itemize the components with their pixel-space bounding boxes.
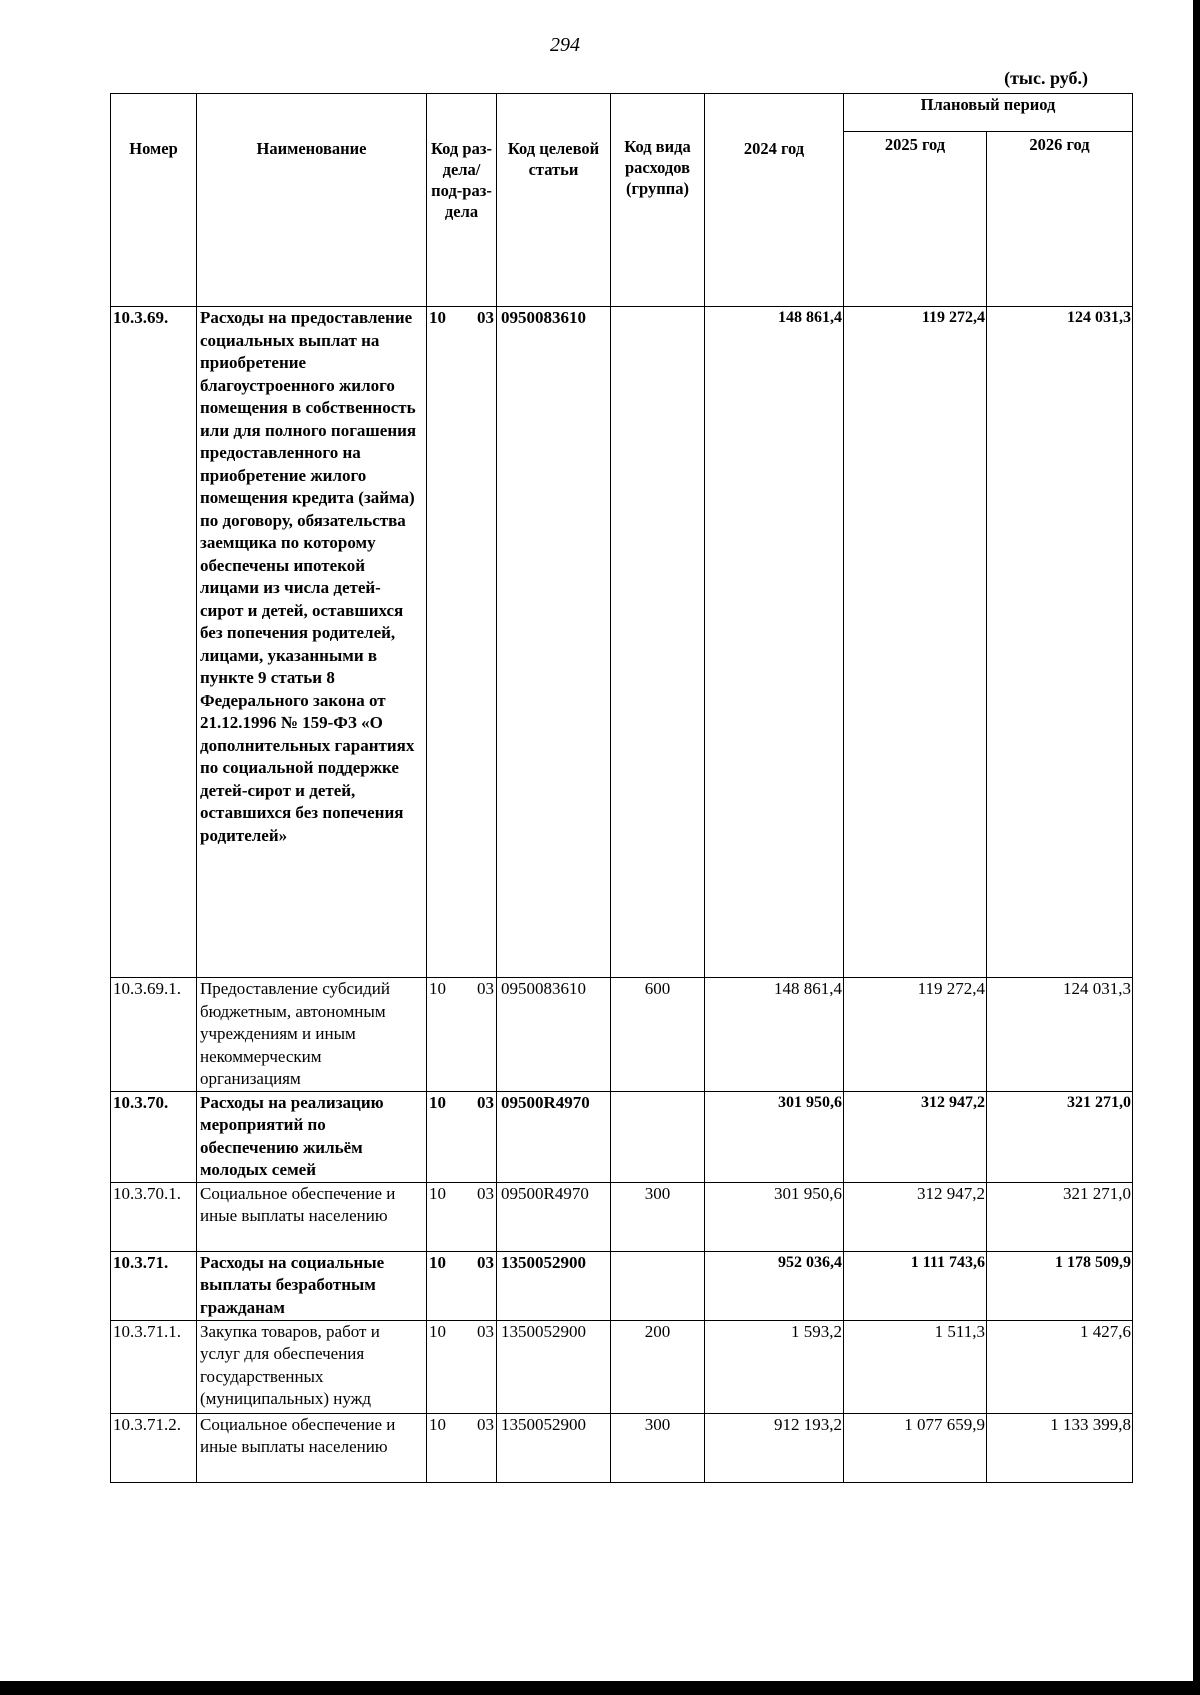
row-section bbox=[427, 1182, 497, 1251]
row-2026: 1 427,6 bbox=[987, 1320, 1133, 1413]
header-name: Наименование bbox=[197, 94, 427, 307]
row-2026: 321 271,0 bbox=[987, 1182, 1133, 1251]
table-row bbox=[111, 1413, 1133, 1482]
row-name: Расходы на социальные выплаты безработным гражданам bbox=[197, 1251, 427, 1320]
row-2024: 912 193,2 bbox=[705, 1413, 844, 1482]
row-2024: 148 861,4 bbox=[705, 307, 844, 978]
row-section bbox=[427, 978, 497, 1092]
row-kind bbox=[611, 1251, 705, 1320]
row-kind: 200 bbox=[611, 1320, 705, 1413]
row-target: 1350052900 bbox=[497, 1251, 611, 1320]
row-section bbox=[427, 1091, 497, 1182]
scan-edge-bottom bbox=[0, 1681, 1200, 1695]
row-section bbox=[427, 307, 497, 978]
subsection-code: 03 bbox=[477, 1252, 494, 1272]
row-kind: 300 bbox=[611, 1413, 705, 1482]
header-number: Номер bbox=[111, 94, 197, 307]
row-section bbox=[427, 1320, 497, 1413]
row-name: Предоставление субсидий бюджетным, автономным учреждениям и иным некоммерческим организациям bbox=[197, 978, 427, 1092]
row-number: 10.3.69.1. bbox=[111, 978, 197, 1092]
section-code: 10 bbox=[429, 1092, 446, 1112]
row-2026: 1 133 399,8 bbox=[987, 1413, 1133, 1482]
row-number: 10.3.70.1. bbox=[111, 1182, 197, 1251]
row-kind: 300 bbox=[611, 1182, 705, 1251]
row-2025: 119 272,4 bbox=[844, 978, 987, 1092]
row-name: Расходы на реализацию мероприятий по обеспечению жильём молодых семей bbox=[197, 1091, 427, 1182]
row-2024: 301 950,6 bbox=[705, 1091, 844, 1182]
header-section: Код раз-дела/ под-раз-дела bbox=[427, 94, 497, 307]
row-target: 09500R4970 bbox=[497, 1091, 611, 1182]
section-code: 10 bbox=[429, 1414, 446, 1434]
row-name: Социальное обеспечение и иные выплаты населению bbox=[197, 1413, 427, 1482]
row-2026: 124 031,3 bbox=[987, 978, 1133, 1092]
row-2026: 124 031,3 bbox=[987, 307, 1133, 978]
subsection-code: 03 bbox=[477, 979, 494, 998]
row-section bbox=[427, 1251, 497, 1320]
header-2024: 2024 год bbox=[705, 94, 844, 307]
subsection-code: 03 bbox=[477, 1092, 494, 1112]
subsection-code: 03 bbox=[477, 1183, 494, 1203]
table-row bbox=[111, 307, 1133, 978]
header-row bbox=[111, 94, 1133, 132]
table-row bbox=[111, 1251, 1133, 1320]
row-number: 10.3.69. bbox=[111, 307, 197, 978]
row-name: Расходы на предоставление социальных выплат на приобретение благоустроенного жилого помещения в собственность или для полного погашения предоставленного на приобретение жилого помещения кредита (займа) по договору, обязательства заемщика по которому обеспечены ипотекой лицами из числа детей-сирот и детей, оставшихся без попечения родителей, лицами, указанными в пункте 9 статьи 8 Федерального закона от 21.12.1996 № 159-ФЗ «О дополнительных гарантиях по социальной поддержке детей-сирот и детей, оставшихся без попечения родителей» bbox=[197, 307, 427, 978]
row-target: 09500R4970 bbox=[497, 1182, 611, 1251]
row-2026: 321 271,0 bbox=[987, 1091, 1133, 1182]
row-kind bbox=[611, 307, 705, 978]
header-2025: 2025 год bbox=[844, 131, 987, 306]
row-number: 10.3.70. bbox=[111, 1091, 197, 1182]
header-kind: Код вида расходов (группа) bbox=[611, 94, 705, 307]
row-number: 10.3.71.2. bbox=[111, 1413, 197, 1482]
scan-edge-right bbox=[1193, 0, 1200, 1695]
row-kind bbox=[611, 1091, 705, 1182]
row-2025: 1 077 659,9 bbox=[844, 1413, 987, 1482]
row-target: 0950083610 bbox=[497, 978, 611, 1092]
header-planned-period: Плановый период bbox=[844, 94, 1133, 132]
section-code: 10 bbox=[429, 979, 446, 998]
row-2024: 952 036,4 bbox=[705, 1251, 844, 1320]
units-label: (тыс. руб.) bbox=[1004, 68, 1088, 88]
header-2026: 2026 год bbox=[987, 131, 1133, 306]
table-row bbox=[111, 1182, 1133, 1251]
table-row bbox=[111, 1320, 1133, 1413]
row-2025: 119 272,4 bbox=[844, 307, 987, 978]
row-2024: 301 950,6 bbox=[705, 1182, 844, 1251]
row-2025: 312 947,2 bbox=[844, 1182, 987, 1251]
row-name: Закупка товаров, работ и услуг для обеспечения государственных (муниципальных) нужд bbox=[197, 1320, 427, 1413]
table-row bbox=[111, 978, 1133, 1092]
row-2024: 148 861,4 bbox=[705, 978, 844, 1092]
row-2025: 312 947,2 bbox=[844, 1091, 987, 1182]
row-kind: 600 bbox=[611, 978, 705, 1092]
row-target: 1350052900 bbox=[497, 1413, 611, 1482]
table-row bbox=[111, 1091, 1133, 1182]
row-2025: 1 511,3 bbox=[844, 1320, 987, 1413]
subsection-code: 03 bbox=[477, 1414, 494, 1434]
subsection-code: 03 bbox=[477, 308, 494, 327]
row-target: 1350052900 bbox=[497, 1320, 611, 1413]
row-number: 10.3.71. bbox=[111, 1251, 197, 1320]
section-code: 10 bbox=[429, 308, 446, 327]
section-code: 10 bbox=[429, 1252, 446, 1272]
subsection-code: 03 bbox=[477, 1321, 494, 1341]
row-target: 0950083610 bbox=[497, 307, 611, 978]
row-section bbox=[427, 1413, 497, 1482]
row-2026: 1 178 509,9 bbox=[987, 1251, 1133, 1320]
budget-table bbox=[110, 93, 1133, 1483]
header-target: Код целевой статьи bbox=[497, 94, 611, 307]
row-name: Социальное обеспечение и иные выплаты населению bbox=[197, 1182, 427, 1251]
row-2025: 1 111 743,6 bbox=[844, 1251, 987, 1320]
page-number: 294 bbox=[550, 34, 580, 56]
row-number: 10.3.71.1. bbox=[111, 1320, 197, 1413]
section-code: 10 bbox=[429, 1183, 446, 1203]
section-code: 10 bbox=[429, 1321, 446, 1341]
row-2024: 1 593,2 bbox=[705, 1320, 844, 1413]
